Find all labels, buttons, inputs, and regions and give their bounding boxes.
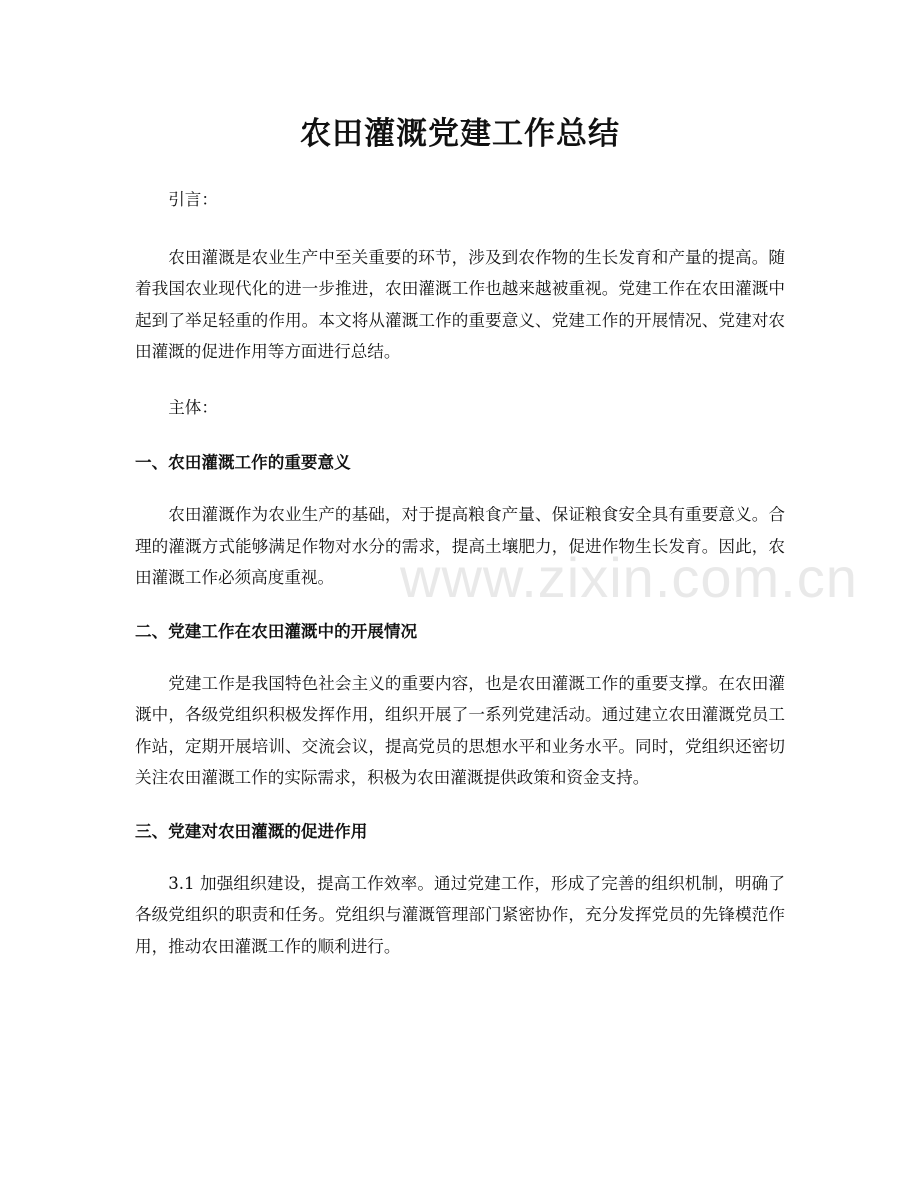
section-3-paragraph: 3.1 加强组织建设，提高工作效率。通过党建工作，形成了完善的组织机制，明确了各级党组织的职责和任务。党组织与灌溉管理部门紧密协作，充分发挥党员的先锋模范作用，推动农田灌溉工作的顺利进行。 bbox=[135, 873, 785, 956]
body-label: 主体： bbox=[168, 397, 218, 417]
section-2-heading: 二、党建工作在农田灌溉中的开展情况 bbox=[135, 621, 418, 641]
section-1-paragraph: 农田灌溉作为农业生产的基础，对于提高粮食产量、保证粮食安全具有重要意义。合理的灌溉方式能够满足作物对水分的需求，提高土壤肥力，促进作物生长发育。因此，农田灌溉工作必须高度重视。 bbox=[135, 505, 785, 587]
document-title: 农田灌溉党建工作总结 bbox=[300, 116, 620, 152]
document-body bbox=[135, 184, 785, 986]
intro-label: 引言： bbox=[168, 190, 218, 209]
intro-paragraph: 农田灌溉是农业生产中至关重要的环节，涉及到农作物的生长发育和产量的提高。随着我国农业现代化的进一步推进，农田灌溉工作也越来越被重视。党建工作在农田灌溉中起到了举足轻重的作用。本文将从灌溉工作的重要意义、党建工作的开展情况、党建对农田灌溉的促进作用等方面进行总结。 bbox=[135, 247, 785, 361]
section-3-heading: 三、党建对农田灌溉的促进作用 bbox=[135, 821, 368, 841]
watermark-text: www.zixin.com.cn bbox=[400, 546, 858, 609]
section-2-paragraph: 党建工作是我国特色社会主义的重要内容，也是农田灌溉工作的重要支撑。在农田灌溉中，各级党组织积极发挥作用，组织开展了一系列党建活动。通过建立农田灌溉党员工作站，定期开展培训、交流会议，提高党员的思想水平和业务水平。同时，党组织还密切关注农田灌溉工作的实际需求，积极为农田灌溉提供政策和资金支持。 bbox=[135, 673, 785, 787]
section-1-heading: 一、农田灌溉工作的重要意义 bbox=[135, 453, 351, 472]
